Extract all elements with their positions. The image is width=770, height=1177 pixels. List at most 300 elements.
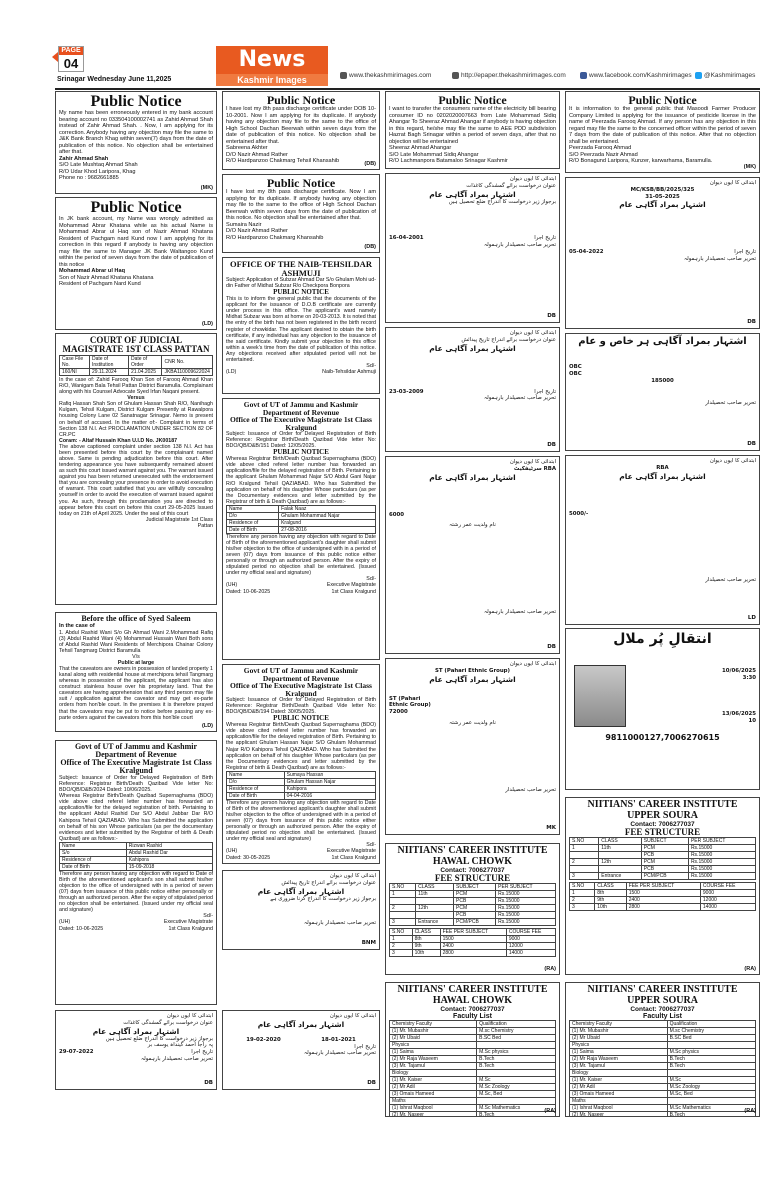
u-line-0: OBC: [569, 364, 582, 370]
dept-title: Department of Revenue: [95, 750, 177, 759]
ad-title: NIITIANS' CAREER INSTITUTE: [397, 984, 548, 995]
sig-row-2: [226, 589, 376, 595]
notice-title: Public Notice: [90, 199, 182, 216]
fee-heading: FEE STRUCTURE: [434, 873, 511, 883]
td: (1) Mr. Kaiser: [570, 1077, 668, 1084]
ad-contact: Contact: 7006277037: [440, 867, 505, 874]
td: 1: [390, 891, 416, 898]
notice-sig-0: Sumaira Nazir: [226, 221, 262, 228]
td: B.Tech: [477, 1112, 556, 1118]
urdu-notice-c1: [55, 1010, 217, 1090]
td: Name: [60, 842, 127, 849]
urdu-notice-c4a: [565, 177, 760, 329]
td: M.sc Chemistry: [667, 1028, 755, 1035]
u-table-head: نام ولدیت عمر رشتہ: [449, 719, 496, 726]
notice-code: DB: [367, 1080, 376, 1087]
subject: Subject: Issuance of Order for Delayed Registration of Birth Reference: Registrar Birth/Death Qazibad Vide letter No: BDO/QB/D&B/194 Dated: 30/05/2025.: [226, 697, 376, 716]
td: 14000: [506, 950, 555, 957]
notice-sig-2: Resident of Pachgam Nard Kund: [59, 281, 141, 288]
court-body-3: The above captioned complaint under section 138 N.I. Act has been presented before this court by the complainant named above. Same is pending adjudication before this court. After tendering appearance you have subsequently remained absent as such this court issued warrant against you. The warrant issued against you has been returned unexecuted with the endorsement that you are concealing your presence in order to avoid execution of warrant. This court satisfied that you are willfully concealing yourself in order to avoid the execution of warrant issued against you. As such, through this proclamation you are directed to appear before this court on before this court 29-05-2025 Issued today on 21th of April 2025. Under the seal of this court: [59, 443, 213, 517]
ad-sub: UPPER SOURA: [627, 994, 698, 1006]
urdu-notice-c4c: [565, 455, 760, 625]
td: 3: [390, 950, 413, 957]
body-2: Therefore any person having any objection with regard to Date of Birth of the aforementioned applicant's son shall submit his/her objection to the office of undersigned with in a period of seven (07) days from issuance of this public notice either personally or through an authorized person. After the expiry of stipulated period no objection shall be entertained. (Issued under my official seal and signature): [59, 870, 213, 914]
epaper-link[interactable]: http://epaper.thekashmirimages.com: [452, 72, 566, 79]
td: (3) Omais Hameed: [570, 1091, 668, 1098]
u-date-label: تاریخ اجرا: [734, 249, 756, 256]
th: S.NO: [390, 929, 413, 936]
subject: Subject: Issuance of Order for Delayed Registration of Birth Reference: Registrar Birth/Death Qazibad Vide letter No: BDO/QB/D&B/2024 Dated: 10/06/2025.: [59, 775, 213, 794]
td: 11th: [416, 891, 454, 898]
td: PCB: [641, 866, 688, 873]
u-amount: 6000: [389, 511, 405, 518]
notice-sig-0: Peerzada Farooq Ahmad: [569, 145, 632, 152]
body-2: Therefore any person having any objection with regard to Date of Birth of the aforementioned applicant's daughter shall submit his/her objection to the office of undersigned with in a period of seven (07) days from issuance of this public notice either personally or through an authorized person. After the expiry of stipulated period no objection shall be entertained. (Issued under my official seal and signature): [226, 799, 376, 843]
public-notice-3: [222, 91, 380, 170]
u-line-0: ابتدائی کا ایوں دیوان: [709, 180, 756, 186]
u-line-0: ابتدائی کا ایوں دیوان: [509, 176, 556, 182]
td: 2400: [440, 943, 506, 950]
u-date: 23-03-2009: [389, 388, 424, 395]
notice-code: (DB): [364, 161, 376, 167]
td: Rs.15000: [688, 859, 755, 866]
td: D/o: [227, 512, 279, 519]
u-line-4: Ethnic Group): [389, 702, 431, 709]
td: [477, 1098, 556, 1105]
td: [477, 1070, 556, 1077]
td: S/o: [60, 849, 127, 856]
td: Name: [227, 505, 279, 512]
course-fee-table: [569, 882, 756, 911]
subject: Subject: Application of Subzar Ahmad Dar S/o Ghulam Mohi ud-din Father of Midhat Subzar R/o Checkpora Bonpora: [226, 277, 376, 290]
td: (1) Mr. Kaiser: [390, 1077, 477, 1084]
th: FEE PER SUBJECT: [440, 929, 506, 936]
u-line-1: RBA سرٹیفکیٹ: [513, 465, 556, 472]
td: [416, 898, 454, 905]
public-notice-6: [565, 91, 760, 173]
u-line-0: ابتدائی کا ایوں دیوان: [509, 661, 556, 667]
uh: (UH): [226, 582, 238, 589]
notice-code: (DB): [364, 244, 376, 250]
td: Biology: [390, 1070, 477, 1077]
facebook-icon: [580, 72, 587, 79]
notice-body: In JK bank account, my Name was wrongly admitted as Mohammad Abrar Khatana while as his actual Name is Mohammad Abrar ul Haq son of Nazir Ahmad Khatana Resident of Pachgam nard Kund now I am applying for its correction in this regard if anybody is having any objection may file the same to Manager JK Bank Waltangoo Kund within the period of seven days from the date of publication of this notice: [59, 216, 213, 268]
td: PCB: [454, 898, 496, 905]
td: [390, 898, 416, 905]
course-fee-table: [389, 928, 556, 957]
u-line-1: ST (Pahari Ethnic Group): [434, 667, 510, 674]
td: M.Sc: [477, 1077, 556, 1084]
td: M.Sc physics: [667, 1049, 755, 1056]
sig-1: 1st Class Kralgund: [331, 588, 376, 595]
public-notice-1: [55, 91, 217, 194]
u-line-2: 185000: [651, 377, 674, 384]
th: SUBJECT: [641, 838, 688, 845]
urdu-notice-c2a: [222, 870, 380, 950]
u-date-row: [389, 389, 556, 396]
td: Date of Birth: [227, 792, 285, 799]
particulars-table: [226, 771, 376, 800]
td: Rs.15000: [496, 898, 556, 905]
u-line-4: تحریر صاحب تحصیلدار بارہمولہ: [303, 920, 376, 927]
sig-0: Executive Magistrate: [163, 919, 213, 926]
td: (2) Mr. Naseer: [390, 1112, 477, 1118]
ad-title: NIITIANS' CAREER INSTITUTE: [587, 984, 738, 995]
td: B.Tech: [477, 1056, 556, 1063]
td: 1500: [440, 936, 506, 943]
th: COURSE FEE: [700, 883, 755, 890]
td: (1) Saima: [390, 1049, 477, 1056]
u-heading: اشتہار بمراد آگاہی عام: [429, 343, 516, 353]
sig-row: [226, 369, 376, 375]
td: 15-09-2018: [126, 863, 212, 870]
court-coram: Coram: - Altaf Hussain Khan U.I.D No. JK00187: [59, 437, 178, 444]
notice-sig-1: S/O Late Mushtaq Ahmad Shah: [59, 162, 138, 169]
body: Whereas Registrar Birth/Death Qazibad Supernaghama (BDO) vide above cited referel letter number has forwarded an application/file for the delayed registration of Birth. Pertaining to the applicant Ghulam Hassan Najar S/O Ghulam Mohammad Najar R/O Kahipora Tehsil QAZIABAD. Who has Submitted the application on behalf of his daughter Whose particulars (as per the Documentary evidences and letter submitted by the Registrar of birth & Death Qazibad) are as follows:-: [226, 722, 376, 771]
td: [570, 866, 599, 873]
td: Ghulam Hassan Najar: [284, 778, 375, 785]
th: Qualification: [477, 1021, 556, 1028]
td: Residence of: [227, 785, 285, 792]
notice-sig-2: R/O Lachmanpora Batamaloo Srinagar Kashmir: [389, 158, 508, 165]
u-line-5: تحریر صاحب تحصیلدار بارہمولہ: [303, 1050, 376, 1057]
court-body-1: In the case of: Zahid Farooq Khan Son of Farooq Ahmad Khan R/O, Wanigam Bala Tehsil Pattan District Baramulla. Complainant along with his Counsel Advocate Syed Irfan Naqani present.: [59, 377, 213, 396]
u-date: 05-04-2022: [569, 249, 604, 256]
caveat-body-1: 1. Abdul Rashid Wani S/o Gh Ahmad Wani 2.Mohammad Rafiq (3) Abdul Rashid Wani (4) Mohammad Hussain Wani Both sons of Abdul Rashid Wani Residents of Merchipora Chainar Colony Tehsil Tangmarg District Baramulla: [59, 629, 213, 654]
notice-body: I have lost my 8th pass discharge certificate. Now I am applying for its duplicate. If anybody having any objection may file to the same to the office of High School Dachan Beerwah within seven days from the date of publication of this notice. No objection shall be entertained after that.: [226, 189, 376, 222]
th: PER SUBJECT: [688, 838, 755, 845]
subject: Subject: Issuance of Order for Delayed Registration of Birth Reference: Registrar Birth/Death Qazibad Vide letter No: BDO/QB/D&B/151 Dated: 12/05/2025.: [226, 431, 376, 450]
o-hour: 10: [748, 718, 756, 725]
u-line-1: عنوان درخواست برائے گمشدگی کاغذات: [466, 182, 556, 189]
u-line-1: عنوان درخواست برائے اندراج تاریخ پیدائش: [461, 336, 556, 343]
ad-code: (RA): [744, 966, 756, 972]
td: 3: [570, 904, 595, 911]
code: (LD): [226, 369, 237, 376]
u-ref: MC/KSB/BB/2025/325: [630, 186, 695, 193]
notice-title: Public Notice: [266, 93, 336, 107]
u-line-3: برجواز زیر درخواست کا اندراج ضلع تحصیل ہیں: [105, 1035, 213, 1042]
sub-title: PUBLIC NOTICE: [273, 288, 329, 297]
o-phone: 9811000127,7006270615: [605, 732, 720, 742]
office-title: Office of The Executive Magistrate 1st Class Kralgund: [60, 758, 212, 775]
globe-icon: [340, 72, 347, 79]
td: Rs.15000: [688, 866, 755, 873]
magistrate-notice-3: [222, 664, 380, 864]
u-line-5: تحریر صاحب تحصیلدار بارہمولہ: [483, 609, 556, 615]
td: 10th: [595, 904, 626, 911]
caveat-notice: [55, 612, 217, 732]
dated: Dated: 30-05-2025: [226, 854, 271, 861]
niitians-faculty-soura: [565, 982, 760, 1117]
th: CLASS: [595, 883, 626, 890]
notice-sig-1: Son of Nazir Ahmad Khatana Khatana: [59, 274, 154, 281]
td: 12000: [506, 943, 555, 950]
th: S.NO: [390, 884, 416, 891]
ad-sub: UPPER SOURA: [627, 809, 698, 821]
notice-sig-2: R/O Udar Khod Laripora, Khag: [59, 168, 136, 175]
u-date-row: [569, 249, 756, 256]
obituary-photo: [574, 665, 626, 727]
td: Kahipora: [284, 785, 375, 792]
particulars-table: [59, 842, 213, 871]
td: Physics: [570, 1042, 668, 1049]
notice-body: It is information to the general public that Masoodi Farmer Producer Company Limited is applying for the issuance of pesticide license in the name of Peerzada Farooq Ahmad. If any person has any objection in this regard may file the same to the concerned officer within the period of seven 7 days from the date of publication of this notice. After that no objection shall be entertained.: [569, 106, 756, 145]
th: CLASS: [599, 838, 641, 845]
td: Rs.15000: [496, 919, 556, 926]
td: (1) Ishrat Maqbool: [390, 1105, 477, 1112]
u-line-6: تحریر صاحب تحصیلدار بارہمولہ: [683, 256, 756, 262]
ad-contact: Contact: 7006277037: [440, 1006, 505, 1013]
u-line-3: برجواز زیر درخواست کا اندراج کرنا ضروری ہے: [270, 895, 376, 902]
sig-0: Executive Magistrate: [326, 848, 376, 855]
td: Rs.15000: [688, 845, 755, 852]
u-line-3: برجواز زیر درخواست کا اندراج ضلع تحصیل ہیں: [448, 198, 556, 205]
notice-body: My name has been erroneously entered in my bank account bearing account no 033504100002741 as Zahid Ahmad Shah instead of Zahir Ahmad Shah. . Now, I am applying for its correction. Anybody having any objection may file the same to J&K Bank Branch Khag within seven(7) days from the date of publication of this notice. No objection shall be entertained after that.: [59, 110, 213, 156]
sig: Naib-Tehsildar Ashmuji: [322, 369, 376, 376]
obituary-notice: [565, 628, 760, 790]
td: [570, 852, 599, 859]
u-heading: اشتہار بمراد آگاہی عام: [257, 886, 345, 896]
logo-sub: Kashmir Images: [216, 74, 328, 86]
fee-table: [569, 837, 756, 880]
td: (2) Mr. Naseer: [570, 1112, 668, 1118]
td: M.Sc physics: [477, 1049, 556, 1056]
td: Physics: [390, 1042, 477, 1049]
td: B.Tech: [477, 1063, 556, 1070]
sd: Sd/-: [203, 913, 213, 920]
faculty-table: [569, 1020, 756, 1117]
twitter-icon: [695, 72, 702, 79]
u-line-1: OBC: [569, 370, 582, 377]
td: Rs.15000: [496, 905, 556, 912]
notice-sig-1: S/O Peerzada Nazir Ahmad: [569, 151, 638, 158]
td: 2: [390, 943, 413, 950]
td: B.SC Bed: [477, 1035, 556, 1042]
sub-title: PUBLIC NOTICE: [273, 448, 329, 457]
sig-row-2: [59, 926, 213, 932]
u-line-3: 5000/-: [569, 510, 589, 517]
td: [667, 1070, 755, 1077]
td: Biology: [570, 1070, 668, 1077]
notice-sig-0: Sabreena Akhter: [226, 145, 268, 152]
td: 29.11.2024: [89, 369, 128, 376]
td: M.Sc Zoology: [477, 1084, 556, 1091]
dateline: Srinagar Wednesday June 11,2025: [57, 76, 172, 83]
notice-sig-3: Phone no : 9682661885: [59, 175, 119, 182]
td: M.Sc, Bed: [477, 1091, 556, 1098]
u-line-7: تحریر صاحب تحصیلدار: [505, 786, 556, 793]
td: 1: [390, 936, 413, 943]
fee-table: [389, 883, 556, 926]
fee-heading: FEE STRUCTURE: [624, 827, 701, 837]
td: Abdul Rashid Dar: [126, 849, 212, 856]
td: B.Tech: [667, 1056, 755, 1063]
notice-code: DB: [747, 441, 756, 448]
newspaper-icon: [452, 72, 459, 79]
td: 8th: [412, 936, 440, 943]
court-sig-0: Judicial Magistrate 1st Class: [145, 516, 213, 523]
caveat-vs: V/s: [132, 653, 140, 660]
td: 27-08-2016: [279, 526, 376, 533]
td: Residence of: [60, 856, 127, 863]
govt-title: Govt of UT of Jammu and Kashmir: [243, 666, 359, 675]
notice-code: DB: [547, 442, 556, 449]
body-2: Therefore any person having any objection with regard to Date of Birth of the aforementioned applicant's daughter shall submit his/her objection to the office of undersigned with in a period of seven (07) days from issuance of this public notice either personally or through an authorized person. After the expiry of stipulated period no objection shall be entertained. (Issued under my official seal and signature): [226, 533, 376, 577]
u-heading: اشتہار بمراد آگاہی ہر خاص و عام: [578, 336, 747, 347]
td: JKBA110009622024: [162, 369, 213, 376]
td: Maths: [570, 1098, 668, 1105]
court-title: COURT OF JUDICIAL MAGISTRATE 1ST CLASS PATTAN: [62, 335, 210, 354]
ad-sub: HAWAL CHOWK: [432, 994, 513, 1006]
th: Date of Order: [128, 356, 161, 369]
u-date-a: 19-02-2020: [246, 1036, 281, 1043]
notice-sig-1: S/O Late Mohammad Sidiq Ahangar: [389, 151, 479, 158]
td: 3: [570, 873, 599, 880]
ad-code: (RA): [744, 1108, 756, 1114]
header-rule: [55, 88, 760, 90]
notice-title: Public Notice: [90, 93, 182, 110]
ad-sub: HAWAL CHOWK: [432, 855, 513, 867]
td: 1: [570, 890, 595, 897]
sd: Sd/-: [366, 842, 376, 849]
u-line-0: ابتدائی کا ایوں دیوان: [329, 873, 376, 879]
td: (2) Mr Ubaid: [390, 1035, 477, 1042]
caveat-party: Public at large: [117, 659, 155, 666]
td: (2) Mr Adil: [390, 1084, 477, 1091]
td: (2) Mr Raja Waseem: [570, 1056, 668, 1063]
u-date-label: تاریخ اجرا: [354, 1043, 376, 1050]
magistrate-notice-1: [55, 740, 217, 1005]
u-line-0: ابتدائی کا ایوں دیوان: [509, 330, 556, 336]
caveat-body-2: That the caveators are owners in possession of landed property 1 kanal along with residential house at merchipora tehsil Tangmarg whereas in possession of the applicant, the applicant has also construct stainless house over his proprietary land. That the caveators are having apprehension that any third person may file suit / application against the caveator and may get ex-parte orders from hon'ble court. In the premises it is therefore prayed that the caveators may be put to notice before passing any ex-parte orders against the caveators from this hon'ble court: [59, 666, 213, 721]
court-body-2: Rafiq Hassan Shah Son of Ghulam Hassan Shah R/O, Nanihagh Kulgam, Tehsil Kulgam, District Kulgam Presently at Rawalpora housing Colony Lane 02 Sanatnagar Srinagar. Nemo is present on behalf of accused. In the matter of:- Complaint in terms of Section 138 N.I. Act PROCLAMATION UNDER SECTION 82 OF CR.PC: [59, 401, 213, 438]
td: M.Sc Mathematics: [667, 1105, 755, 1112]
u-line-6: تحریر صاحب تحصیلدار بارہمولہ: [483, 242, 556, 248]
public-notice-5: [385, 91, 560, 169]
td: B.SC Bed: [667, 1035, 755, 1042]
ad-contact: Contact: 7006277037: [630, 821, 695, 828]
facebook-link[interactable]: www.facebook.com/Kashmirimages: [580, 72, 692, 79]
notice-code: (MK): [743, 164, 756, 170]
td: (2) Mr Adil: [570, 1084, 668, 1091]
u-heading: اشتہار بمراد آگاہی عام: [429, 674, 516, 684]
u-heading: اشتہار بمراد آگاہی عام: [429, 472, 516, 482]
td: [390, 912, 416, 919]
td: PCM/PCB: [454, 919, 496, 926]
page-number: 04: [63, 56, 79, 71]
td: 2: [390, 905, 416, 912]
uh: (UH): [226, 848, 238, 855]
td: Sumaya Hassan: [284, 771, 375, 778]
web-link[interactable]: www.thekashmirimages.com: [340, 72, 431, 79]
td: (3) Mr. Tajamul: [570, 1063, 668, 1070]
caveat-title: Before the office of Syed Saleem: [81, 614, 191, 623]
notice-sig-2: R/O Bonagund Laripora, Kunzer, karwarhama, Baramulla.: [569, 158, 713, 165]
dept-title: Department of Revenue: [262, 407, 340, 417]
notice-title: Public Notice: [438, 93, 507, 107]
uh: (UH): [59, 919, 71, 926]
td: Kralgund: [279, 519, 376, 526]
td: [667, 1098, 755, 1105]
td: 2800: [626, 904, 700, 911]
notice-code: DB: [747, 319, 756, 326]
td: 14000: [700, 904, 755, 911]
case-table: [59, 355, 213, 376]
td: (2) Mr Ubaid: [570, 1035, 668, 1042]
u-line-5: تحریر صاحب تحصیلدار بارہمولہ: [483, 395, 556, 402]
urdu-notice-c3c: [385, 456, 560, 654]
ad-title: NIITIANS' CAREER INSTITUTE: [397, 845, 548, 856]
th: Chemistry Faculty: [390, 1021, 477, 1028]
notice-sig-2: R/O Hardpanzoo Chakmarg Khansahib: [226, 234, 324, 241]
ad-code: (RA): [544, 1108, 556, 1114]
body: Whereas Registrar Birth/Death Qazibad Supernaghama (BDO) vide above cited referel letter number has forwarded an application/file for the delayed registration of Birth. Pertaining to the applicant Ghulam Mohammad Najar S/O Abdul Gani Najar R/O Kralgund Tehsil QAZIABAD. Who has Submitted the application on behalf of his daughter Whose particulars (as per the Documentary evidences and letter submitted by the Registrar of birth & Death Qazibad) are as follows:-: [226, 456, 376, 505]
niitians-faculty-hawal: [385, 982, 560, 1117]
faculty-table: [389, 1020, 556, 1117]
court-sig-1: Pattan: [197, 522, 213, 529]
u-line-1: RBA: [656, 464, 669, 471]
o-date-2: 13/06/2025: [722, 711, 756, 718]
notice-code: DB: [547, 644, 556, 651]
u-heading: اشتہار بمراد آگاہی عام: [92, 1026, 180, 1036]
th: S.NO: [570, 883, 595, 890]
td: Rs.15000: [496, 912, 556, 919]
td: 12th: [416, 905, 454, 912]
sd: Sd/-: [366, 576, 376, 583]
td: Falak Naaz: [279, 505, 376, 512]
dept-title: Department of Revenue: [262, 673, 340, 683]
td: M.Sc Zoology: [667, 1084, 755, 1091]
notice-code: MK: [546, 825, 556, 832]
td: Name: [227, 771, 285, 778]
sig-1: 1st Class Kralgund: [331, 854, 376, 861]
td: Rs.15000: [688, 852, 755, 859]
td: PCB: [454, 912, 496, 919]
td: 2: [570, 859, 599, 866]
u-line-0: ابتدائی کا ایوں دیوان: [166, 1013, 213, 1019]
u-line-1: عنوان درخواست برائے گمشدگی کاغذات: [123, 1019, 213, 1026]
u-line-0: ابتدائی کا ایوں دیوان: [509, 459, 556, 465]
td: PCM: [641, 859, 688, 866]
notice-title: Public Notice: [628, 93, 697, 107]
th: SUBJECT: [454, 884, 496, 891]
logo-title: News: [238, 47, 306, 72]
twitter-link[interactable]: @Kashmirimages: [695, 72, 755, 79]
court-proclamation: [55, 333, 217, 605]
td: 04-04-2016: [284, 792, 375, 799]
naib-tehsildar-notice: [222, 257, 380, 394]
td: M.Sc: [667, 1077, 755, 1084]
td: 10th: [412, 950, 440, 957]
notice-code: LD: [747, 615, 756, 622]
urdu-notice-c3d: [385, 658, 560, 835]
body: Whereas Registrar Birth/Death Qazibad Supernaghama (BDO) vide above cited referel letter number has forwarded an application/file for the delayed registration of birth. Pertaining to the applicant Abdul Rashid Dar S/O Abdul Jabbar Dar R/O Kahipora Tehsil QAZIABAD. Who has Submitted the application on behalf of his son Whose particulars (as per the documentary evidences and letter submitted by the Registrar of birth & Death Qazibad) are as follows:-: [59, 793, 213, 842]
u-date-row: [389, 235, 556, 242]
sub-title: PUBLIC NOTICE: [273, 714, 329, 723]
u-heading: اشتہار بمراد آگاہی عام: [257, 1019, 345, 1029]
sig-0: Executive Magistrate: [326, 582, 376, 589]
urdu-notice-c4b: [565, 333, 760, 451]
ad-contact: Contact: 7006277037: [630, 1006, 695, 1013]
u-line-4: تحریر صاحب تحصیلدار: [705, 577, 756, 584]
u-date-b: 18-01-2021: [321, 1036, 356, 1043]
notice-sig-1: D/O Nazir Ahmad Rather: [226, 228, 288, 235]
magistrate-notice-2: [222, 398, 380, 660]
td: [599, 866, 641, 873]
td: (1) Mr. Mubashir: [390, 1028, 477, 1035]
niitians-fee-soura: [565, 797, 760, 975]
